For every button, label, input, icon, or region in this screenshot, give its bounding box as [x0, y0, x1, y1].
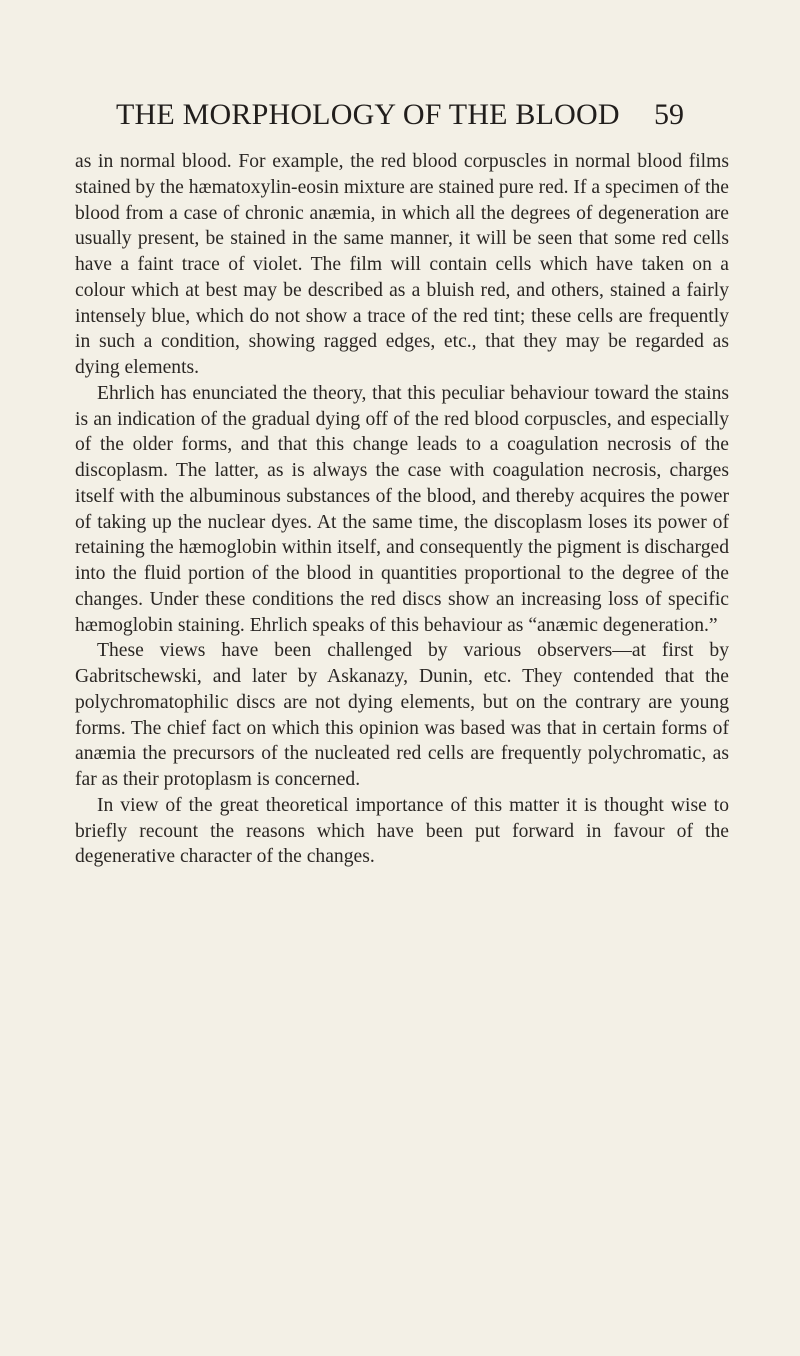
paragraph-1: as in normal blood. For example, the red blood corpuscles in normal blood films stained by the hæmatoxylin-eosin mixture are stained pure red. If a specimen of the blood from a case of chronic anæmia, in which all the degrees of degeneration are usually present, be stained in the same manner, it will be seen that some red cells have a faint trace of violet. The film will contain cells which have taken on a colour which at best may be described as a bluish red, and others, stained a fairly intensely blue, which do not show a trace of the red tint; these cells are frequently in such a condition, showing ragged edges, etc., that they may be regarded as dying elements.: [75, 151, 730, 378]
paragraph-4: In view of the great theoretical importance of this matter it is thought wise to briefly recount the reasons which have been put forward in favour of the degenerative character of the changes.: [75, 794, 729, 868]
running-head: [116, 98, 684, 138]
paragraph-2: Ehrlich has enunciated the theory, that this peculiar behaviour toward the stains is an indication of the gradual dying off of the red blood corpuscles, and especially of the older forms, and that this change leads to a coagulation necrosis of the discoplasm. The latter, as is always the case with coagulation necrosis, charges itself with the albuminous substances of the blood, and thereby acquires the power of taking up the nuclear dyes. At the same time, the discoplasm loses its power of retaining the hæmoglobin within itself, and consequently the pigment is discharged into the fluid portion of the blood in quantities proportional to the degree of the changes. Under these conditions the red discs show an increasing loss of specific hæmoglobin staining. Ehrlich speaks of this behaviour as “anæmic degeneration.”: [75, 382, 729, 636]
running-head-title: THE MORPHOLOGY OF THE BLOOD: [116, 98, 620, 131]
paragraph-3: These views have been challenged by various observers—at first by Gabritschewski, and later by Askanazy, Dunin, etc. They contended that the polychromatophilic discs are not dying elements, but on the contrary are young forms. The chief fact on which this opinion was based was that in certain forms of anæmia the precursors of the nucleated red cells are frequently polychromatic, as far as their protoplasm is concerned.: [75, 640, 729, 790]
page-number: 59: [654, 98, 684, 131]
body-text: [75, 149, 729, 870]
